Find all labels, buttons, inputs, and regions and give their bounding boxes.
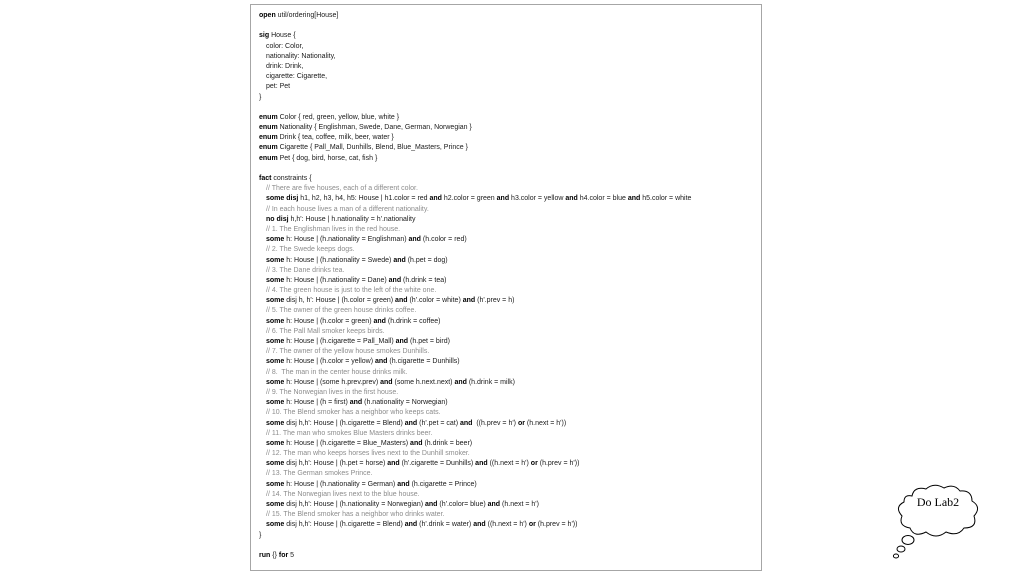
code-keyword: enum bbox=[259, 113, 278, 121]
code-keyword: and bbox=[460, 419, 473, 427]
code-keyword: and bbox=[429, 195, 442, 203]
code-comment: // 3. The Dane drinks tea. bbox=[266, 266, 345, 274]
code-keyword: open bbox=[259, 12, 276, 19]
code-comment: // 13. The German smokes Prince. bbox=[266, 470, 373, 478]
code-keyword: and bbox=[408, 236, 421, 244]
code-text: nationality: Nationality, bbox=[266, 52, 336, 60]
code-keyword: some bbox=[266, 256, 285, 264]
code-comment: // 14. The Norwegian lives next to the blue house. bbox=[266, 490, 420, 498]
code-text: ((h.prev = h') bbox=[472, 419, 518, 427]
code-keyword: some bbox=[266, 297, 285, 305]
code-text: ((h.next = h') bbox=[487, 460, 531, 468]
code-comment: // 4. The green house is just to the left of the white one. bbox=[266, 287, 437, 295]
code-text: disj h,h': House | (h.pet = horse) bbox=[284, 460, 388, 468]
code-text: } bbox=[259, 93, 262, 101]
code-keyword: run bbox=[259, 551, 271, 559]
code-text: (h.cigarette = Dunhills) bbox=[387, 358, 460, 366]
code-keyword: and bbox=[496, 195, 510, 203]
code-text: h: House | (h.cigarette = Blue_Masters) bbox=[284, 439, 411, 447]
code-line bbox=[259, 31, 761, 41]
code-text: h: House | (some h.prev.prev) bbox=[284, 378, 381, 386]
code-line bbox=[259, 194, 761, 204]
code-text: h2.color = green bbox=[441, 195, 497, 203]
code-line bbox=[259, 531, 761, 541]
code-text: h4.color = blue bbox=[577, 195, 628, 203]
code-text: Cigarette { Pall_Mall, Dunhills, Blend, Blue_Masters, Prince } bbox=[277, 144, 468, 152]
code-line bbox=[259, 103, 761, 113]
code-line bbox=[259, 123, 761, 133]
code-keyword: some bbox=[266, 419, 285, 427]
code-comment: // 7. The owner of the yellow house smokes Dunhills. bbox=[266, 348, 430, 356]
code-line bbox=[259, 72, 761, 82]
code-comment: // 9. The Norwegian lives in the first house. bbox=[266, 388, 399, 396]
code-text: } bbox=[259, 531, 262, 539]
code-comment: // 1. The Englishman lives in the red house. bbox=[266, 225, 401, 233]
code-comment: // 11. The man who smokes Blue Masters drinks beer. bbox=[266, 429, 433, 437]
code-comment-line bbox=[259, 388, 761, 398]
code-line bbox=[259, 235, 761, 245]
code-text: Nationality { Englishman, Swede, Dane, German, Norwegian } bbox=[277, 124, 472, 132]
code-text: (h.drink = milk) bbox=[466, 378, 515, 386]
code-comment-line bbox=[259, 408, 761, 418]
code-keyword: some bbox=[266, 358, 285, 366]
code-text: {} bbox=[270, 551, 279, 559]
code-text: 5 bbox=[288, 551, 295, 559]
code-text: h: House | (h.nationality = Swede) bbox=[284, 256, 394, 264]
code-text: (h'.drink = water) bbox=[417, 521, 474, 529]
code-comment-line bbox=[259, 327, 761, 337]
code-text: h1, h2, h3, h4, h5: House | h1.color = red bbox=[298, 195, 430, 203]
code-line bbox=[259, 11, 761, 21]
code-text: (h.pet = bird) bbox=[408, 338, 450, 345]
code-keyword: and bbox=[410, 439, 423, 447]
code-comment: // 6. The Pall Mall smoker keeps birds. bbox=[266, 327, 385, 335]
code-line bbox=[259, 357, 761, 367]
code-line bbox=[259, 93, 761, 103]
code-keyword: some bbox=[266, 480, 285, 488]
code-text: (h.drink = beer) bbox=[422, 439, 473, 447]
code-comment-line bbox=[259, 266, 761, 276]
code-comment-line bbox=[259, 449, 761, 459]
code-line bbox=[259, 337, 761, 347]
code-keyword: some bbox=[266, 317, 285, 325]
code-text: h: House | (h.nationality = Englishman) bbox=[284, 236, 409, 244]
code-text: h: House | (h.cigarette = Pall_Mall) bbox=[284, 338, 396, 345]
code-text: (h.nationality = Norwegian) bbox=[362, 399, 448, 407]
code-keyword: and bbox=[393, 256, 406, 264]
code-text: (h'.color= blue) bbox=[437, 501, 488, 508]
code-keyword: sig bbox=[259, 32, 270, 40]
code-line bbox=[259, 82, 761, 92]
code-keyword: and bbox=[627, 195, 641, 203]
code-keyword: and bbox=[565, 195, 578, 203]
code-text: constraints { bbox=[271, 175, 312, 182]
code-comment: // 15. The Blend smoker has a neighbor who drinks water. bbox=[266, 511, 445, 519]
code-comment-line bbox=[259, 368, 761, 378]
code-keyword: and bbox=[475, 460, 488, 468]
code-comment: // In each house lives a man of a different nationality. bbox=[266, 205, 429, 213]
code-listing bbox=[250, 4, 762, 571]
code-line bbox=[259, 398, 761, 408]
code-keyword: some bbox=[266, 439, 285, 447]
code-keyword: and bbox=[387, 460, 400, 468]
code-keyword: some bbox=[266, 399, 285, 407]
code-line bbox=[259, 215, 761, 225]
code-keyword: or bbox=[517, 419, 525, 427]
code-keyword: for bbox=[278, 551, 289, 559]
code-text: (h.drink = tea) bbox=[401, 276, 447, 284]
code-comment-line bbox=[259, 469, 761, 479]
code-line bbox=[259, 42, 761, 52]
code-comment: // 8. The man in the center house drinks milk. bbox=[266, 368, 408, 376]
code-text: (h.prev = h')) bbox=[537, 460, 580, 468]
code-line bbox=[259, 113, 761, 123]
code-line bbox=[259, 378, 761, 388]
code-comment: // 2. The Swede keeps dogs. bbox=[266, 246, 355, 254]
code-line bbox=[259, 439, 761, 449]
code-line bbox=[259, 419, 761, 429]
code-text: House { bbox=[269, 32, 296, 40]
code-comment-line bbox=[259, 347, 761, 357]
code-text: (some h.next.next) bbox=[392, 378, 455, 386]
code-text: h: House | (h.color = green) bbox=[284, 317, 374, 325]
code-comment-line bbox=[259, 286, 761, 296]
code-text: Color { red, green, yellow, blue, white } bbox=[277, 113, 400, 121]
code-line bbox=[259, 133, 761, 143]
code-keyword: no disj bbox=[266, 215, 289, 223]
code-text: h: House | (h.nationality = German) bbox=[284, 480, 398, 488]
code-text: (h.drink = coffee) bbox=[385, 317, 441, 325]
code-comment-line bbox=[259, 205, 761, 215]
code-text: (h'.prev = h) bbox=[475, 297, 515, 305]
code-keyword: enum bbox=[259, 134, 278, 142]
code-keyword: fact bbox=[259, 175, 272, 182]
code-text: h: House | (h.color = yellow) bbox=[284, 358, 376, 366]
code-keyword: and bbox=[388, 276, 402, 284]
code-line bbox=[259, 62, 761, 72]
code-text: (h.prev = h')) bbox=[535, 521, 578, 529]
code-text: h3.color = yellow bbox=[509, 195, 566, 203]
code-line bbox=[259, 256, 761, 266]
code-comment-line bbox=[259, 429, 761, 439]
code-text: drink: Drink, bbox=[266, 62, 304, 70]
code-keyword: and bbox=[454, 378, 467, 386]
code-text: h: House | (h = first) bbox=[284, 399, 350, 407]
code-comment-line bbox=[259, 225, 761, 235]
code-line bbox=[259, 317, 761, 327]
code-keyword: some bbox=[266, 236, 285, 244]
code-text: pet: Pet bbox=[266, 83, 291, 91]
code-text: (h.pet = dog) bbox=[405, 256, 448, 264]
code-text: cigarette: Cigarette, bbox=[266, 73, 328, 81]
code-keyword: some bbox=[266, 460, 285, 468]
code-keyword: and bbox=[380, 378, 393, 386]
code-keyword: and bbox=[397, 480, 410, 488]
code-keyword: and bbox=[425, 501, 438, 508]
code-keyword: and bbox=[404, 419, 418, 427]
code-keyword: some bbox=[266, 521, 285, 529]
code-text: ((h.next = h') bbox=[485, 521, 529, 529]
code-text: (h'.cigarette = Dunhills) bbox=[399, 460, 476, 468]
code-keyword: and bbox=[404, 521, 418, 529]
code-comment: // 5. The owner of the green house drinks coffee. bbox=[266, 307, 417, 315]
code-comment: // There are five houses, each of a different color. bbox=[266, 185, 418, 193]
code-keyword: some bbox=[266, 378, 285, 386]
code-comment-line bbox=[259, 510, 761, 520]
cloud-shape-icon bbox=[890, 482, 990, 562]
code-comment: // 12. The man who keeps horses lives next to the Dunhill smoker. bbox=[266, 450, 470, 458]
code-text: (h'.color = white) bbox=[407, 297, 463, 305]
code-keyword: enum bbox=[259, 144, 278, 152]
code-line bbox=[259, 154, 761, 164]
code-text: disj h, h': House | (h.color = green) bbox=[284, 297, 396, 305]
code-line bbox=[259, 276, 761, 286]
code-keyword: and bbox=[349, 399, 363, 407]
code-text: util/ordering[House] bbox=[275, 12, 339, 19]
code-comment-line bbox=[259, 184, 761, 194]
code-text: (h.color = red) bbox=[420, 236, 467, 244]
code-text: (h.next = h')) bbox=[524, 419, 567, 427]
code-line bbox=[259, 541, 761, 551]
code-text: h5.color = white bbox=[640, 195, 692, 203]
code-keyword: and bbox=[373, 317, 386, 325]
thought-bubble-callout bbox=[890, 482, 990, 562]
code-line bbox=[259, 459, 761, 469]
code-keyword: and bbox=[487, 501, 501, 508]
code-keyword: some bbox=[266, 501, 285, 508]
code-line bbox=[259, 174, 761, 184]
code-keyword: enum bbox=[259, 154, 278, 162]
code-keyword: and bbox=[395, 297, 408, 305]
code-keyword: or bbox=[530, 460, 538, 468]
code-comment: // 10. The Blend smoker has a neighbor who keeps cats. bbox=[266, 409, 441, 417]
code-text: disj h,h': House | (h.cigarette = Blend) bbox=[284, 419, 405, 427]
code-text: disj h,h': House | (h.nationality = Norwegian) bbox=[284, 501, 425, 508]
code-text: Pet { dog, bird, horse, cat, fish } bbox=[277, 154, 378, 162]
code-line bbox=[259, 500, 761, 510]
code-keyword: and bbox=[395, 338, 409, 345]
code-text: h,h': House | h.nationality = h'.nationality bbox=[288, 215, 416, 223]
code-keyword: and bbox=[375, 358, 388, 366]
code-keyword: some bbox=[266, 338, 285, 345]
code-text: (h.next = h') bbox=[500, 501, 539, 508]
code-keyword: some bbox=[266, 276, 285, 284]
code-line bbox=[259, 21, 761, 31]
code-comment-line bbox=[259, 245, 761, 255]
code-comment-line bbox=[259, 306, 761, 316]
code-keyword: and bbox=[473, 521, 486, 529]
code-comment-line bbox=[259, 490, 761, 500]
code-text: (h'.pet = cat) bbox=[417, 419, 460, 427]
code-text: Drink { tea, coffee, milk, beer, water } bbox=[277, 134, 394, 142]
code-line bbox=[259, 480, 761, 490]
code-text: color: Color, bbox=[266, 42, 304, 50]
code-keyword: or bbox=[528, 521, 536, 529]
code-keyword: enum bbox=[259, 124, 278, 132]
code-text: disj h,h': House | (h.cigarette = Blend) bbox=[284, 521, 405, 529]
code-keyword: and bbox=[462, 297, 476, 305]
code-text: h: House | (h.nationality = Dane) bbox=[284, 276, 389, 284]
code-line bbox=[259, 296, 761, 306]
code-line bbox=[259, 143, 761, 153]
code-line bbox=[259, 164, 761, 174]
callout-label: Do Lab2 bbox=[916, 495, 960, 509]
code-line bbox=[259, 520, 761, 530]
code-keyword: some disj bbox=[266, 195, 299, 203]
code-line bbox=[259, 52, 761, 62]
code-line bbox=[259, 551, 761, 561]
code-text: (h.cigarette = Prince) bbox=[409, 480, 477, 488]
